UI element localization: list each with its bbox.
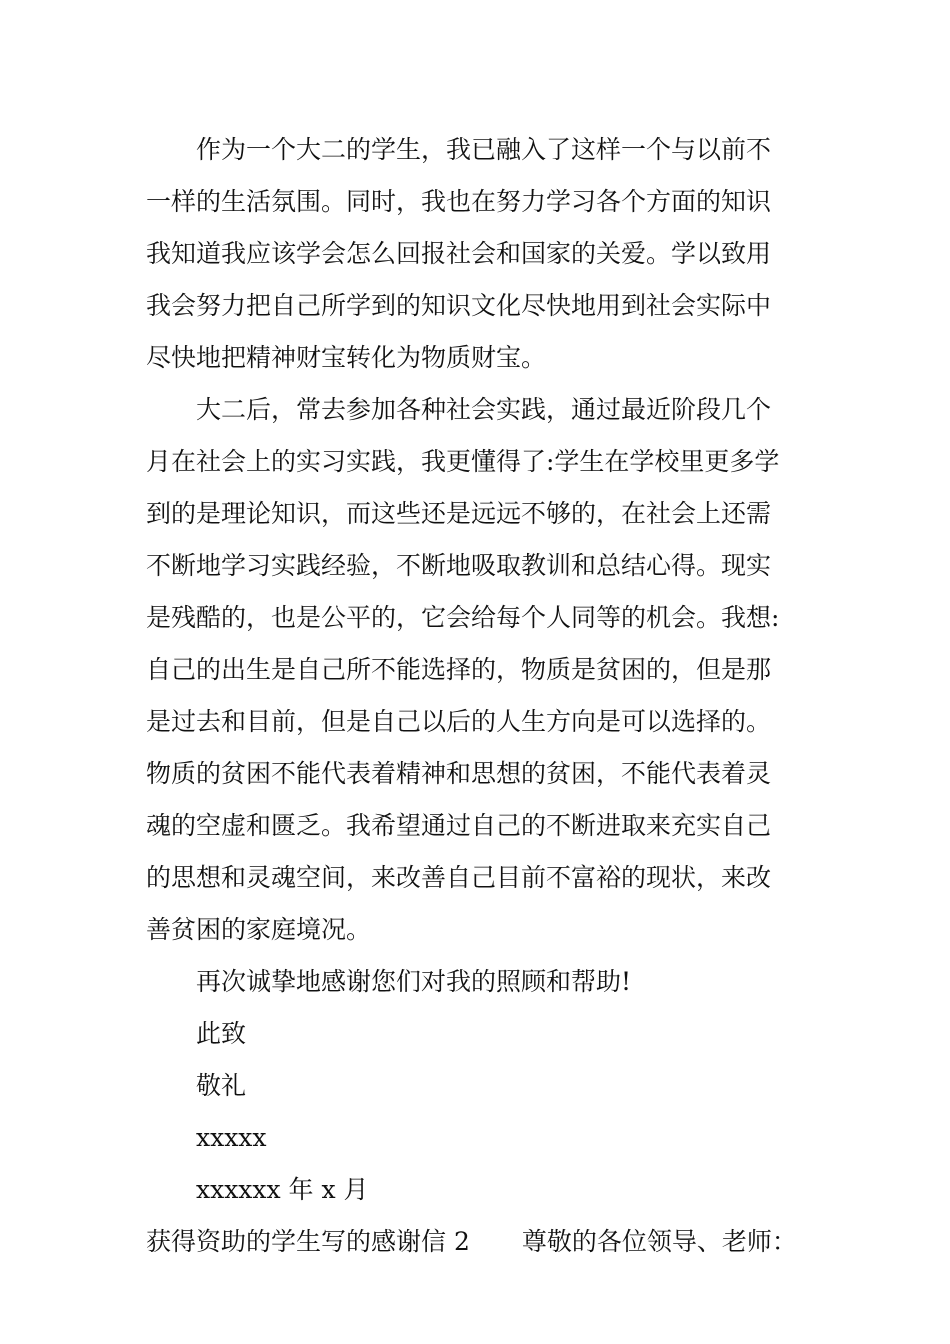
signature-line: xxxxx xyxy=(196,1123,267,1152)
paragraph-2-line-8: 物质的贫困不能代表着精神和思想的贫困，不能代表着灵 xyxy=(146,759,772,788)
paragraph-2-line-6: 自己的出生是自己所不能选择的，物质是贫困的，但是那 xyxy=(146,655,772,684)
paragraph-1-line-5: 尽快地把精神财宝转化为物质财宝。 xyxy=(146,343,547,372)
paragraph-2-line-5: 是残酷的，也是公平的，它会给每个人同等的机会。我想: xyxy=(146,603,780,632)
next-letter-title: 获得资助的学生写的感谢信 2 xyxy=(146,1227,470,1256)
paragraph-2-line-1: 大二后，常去参加各种社会实践，通过最近阶段几个 xyxy=(196,395,772,424)
paragraph-2-line-7: 是过去和目前，但是自己以后的人生方向是可以选择的。 xyxy=(146,707,772,736)
thanks-line: 再次诚挚地感谢您们对我的照顾和帮助! xyxy=(196,967,632,996)
paragraph-1-line-3: 我知道我应该学会怎么回报社会和国家的关爱。学以致用 xyxy=(146,239,772,268)
paragraph-2-line-10: 的思想和灵魂空间，来改善自己目前不富裕的现状，来改 xyxy=(146,863,772,892)
paragraph-1-line-1: 作为一个大二的学生，我已融入了这样一个与以前不 xyxy=(196,135,772,164)
paragraph-2-line-11: 善贫困的家庭境况。 xyxy=(146,915,372,944)
paragraph-1-line-4: 我会努力把自己所学到的知识文化尽快地用到社会实际中 xyxy=(146,291,772,320)
closing-line-1: 此致 xyxy=(196,1019,247,1048)
paragraph-2-line-2: 月在社会上的实习实践，我更懂得了:学生在学校里更多学 xyxy=(146,447,780,476)
paragraph-2-line-3: 到的是理论知识，而这些还是远远不够的，在社会上还需 xyxy=(146,499,772,528)
next-letter-header xyxy=(146,1216,797,1268)
closing-line-2: 敬礼 xyxy=(196,1071,247,1100)
paragraph-2-line-4: 不断地学习实践经验，不断地吸取教训和总结心得。现实 xyxy=(146,551,772,580)
date-line: xxxxxx 年 x 月 xyxy=(196,1175,369,1204)
paragraph-2-line-9: 魂的空虚和匮乏。我希望通过自己的不断进取来充实自己 xyxy=(146,811,772,840)
next-letter-salutation: 尊敬的各位领导、老师： xyxy=(521,1227,797,1256)
paragraph-1-line-2: 一样的生活氛围。同时，我也在努力学习各个方面的知识 xyxy=(146,187,772,216)
